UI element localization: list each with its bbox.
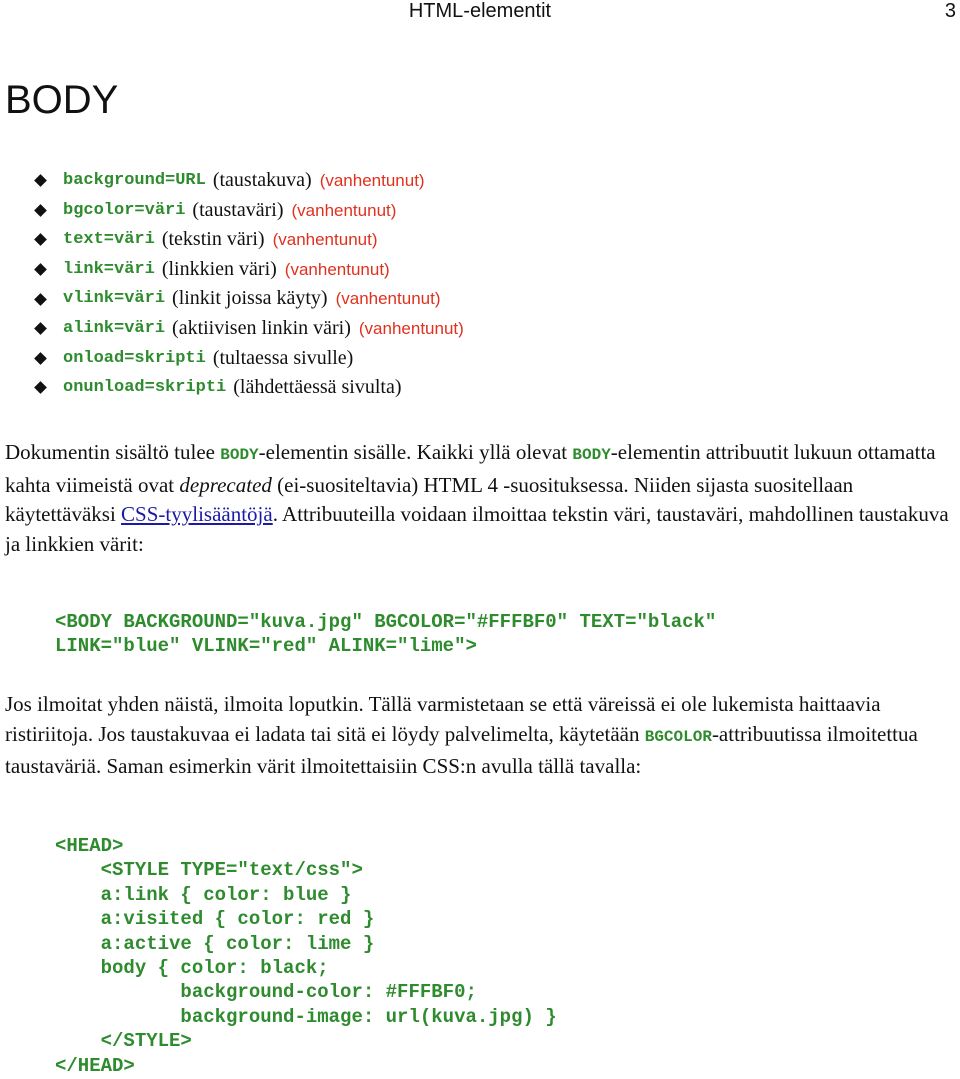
code-line: background-image: url(kuva.jpg) } [55, 1005, 557, 1028]
code-line: <STYLE TYPE="text/css"> [55, 859, 363, 882]
document-title: HTML-elementit [408, 0, 552, 22]
attribute-description: (tultaessa sivulle) [212, 346, 354, 369]
css-rules-link[interactable]: CSS-tyylisääntöjä [121, 502, 273, 527]
attribute-code: background=URL [63, 171, 206, 190]
text-span: -attribuutissa ilmoitettua taustaväriä. Saman esimerkin värit ilmoitettaisiin CSS:n avulla tällä tavalla: [5, 721, 918, 779]
list-item [34, 255, 464, 285]
deprecated-note: (vanhentunut) [272, 230, 378, 250]
diamond-bullet-icon [34, 352, 47, 365]
inline-code: BGCOLOR [644, 727, 712, 746]
code-line: <BODY BACKGROUND="kuva.jpg" BGCOLOR="#FFFBF0" TEXT="black" [55, 611, 717, 633]
text-span: -elementin attribuutit lukuun ottamatta kahta viimeistä ovat [5, 440, 936, 497]
diamond-bullet-icon [34, 263, 47, 276]
diamond-bullet-icon [34, 174, 47, 187]
attribute-description: (taustakuva) [212, 169, 312, 191]
attribute-description: (lähdettäessä sivulta) [233, 376, 402, 399]
emphasis-text: deprecated [179, 472, 272, 497]
diamond-bullet-icon [34, 234, 47, 247]
code-line: </STYLE> [55, 1030, 192, 1053]
body-paragraph-1 [5, 438, 955, 559]
text-span: -elementin sisälle. Kaikki yllä olevat [258, 440, 573, 464]
attribute-code: alink=väri [63, 318, 166, 338]
attribute-code: onunload=skripti [63, 378, 227, 398]
attribute-code: link=väri [63, 259, 155, 279]
diamond-bullet-icon [34, 293, 47, 306]
list-item [34, 284, 464, 314]
list-item [34, 344, 464, 374]
text-span: Jos ilmoitat yhden näistä, ilmoita loputkin. Tällä varmistetaan se että väreissä ei ole lukemista haittaavia ristiriitoja. Jos taustakuvaa ei ladata tai sitä ei löydy palvelimelta, käytetään [5, 692, 881, 746]
code-line: LINK="blue" VLINK="red" ALINK="lime"> [55, 635, 477, 658]
list-item [34, 196, 464, 226]
code-line: a:active { color: lime } [55, 932, 375, 955]
inline-code: BODY [220, 446, 259, 464]
attribute-description: (taustaväri) [192, 198, 284, 221]
text-span: Dokumentin sisältö tulee [5, 440, 221, 464]
attribute-list [34, 166, 464, 403]
code-line: background-color: #FFFBF0; [55, 981, 477, 1004]
code-line: a:link { color: blue } [55, 883, 352, 906]
page-number: 3 [944, 0, 956, 22]
code-line: <HEAD> [55, 835, 124, 857]
list-item [34, 166, 464, 196]
diamond-bullet-icon [34, 204, 47, 217]
deprecated-note: (vanhentunut) [319, 171, 425, 190]
attribute-code: text=väri [63, 230, 155, 250]
diamond-bullet-icon [34, 382, 47, 395]
list-item [34, 225, 464, 255]
code-line: a:visited { color: red } [55, 908, 375, 931]
diamond-bullet-icon [34, 322, 47, 335]
attribute-description: (tekstin väri) [161, 228, 265, 251]
attribute-code: bgcolor=väri [63, 200, 186, 220]
body-paragraph-2 [5, 690, 955, 782]
attribute-code: vlink=väri [63, 289, 166, 309]
deprecated-note: (vanhentunut) [291, 200, 397, 220]
attribute-description: (linkit joissa käyty) [172, 287, 328, 310]
css-code-example [55, 834, 557, 1078]
deprecated-note: (vanhentunut) [358, 318, 464, 338]
inline-code: BODY [572, 446, 611, 464]
code-line: </HEAD> [55, 1054, 135, 1077]
code-line: body { color: black; [55, 957, 329, 980]
text-span: . Attribuuteilla voidaan ilmoittaa tekstin väri, taustaväri, mahdollinen taustakuva ja linkkien värit: [5, 502, 949, 556]
html-code-example [55, 610, 716, 659]
attribute-description: (linkkien väri) [161, 257, 277, 280]
deprecated-note: (vanhentunut) [284, 259, 390, 279]
list-item [34, 373, 464, 403]
attribute-code: onload=skripti [63, 348, 206, 368]
attribute-description: (aktiivisen linkin väri) [172, 316, 351, 339]
section-heading: BODY [5, 78, 119, 122]
text-span: (ei-suositeltavia) HTML 4 -suosituksessa. Niiden sijasta suositellaan käytettäväksi [5, 472, 854, 527]
page-header [0, 0, 960, 24]
deprecated-note: (vanhentunut) [335, 289, 441, 309]
list-item [34, 314, 464, 344]
